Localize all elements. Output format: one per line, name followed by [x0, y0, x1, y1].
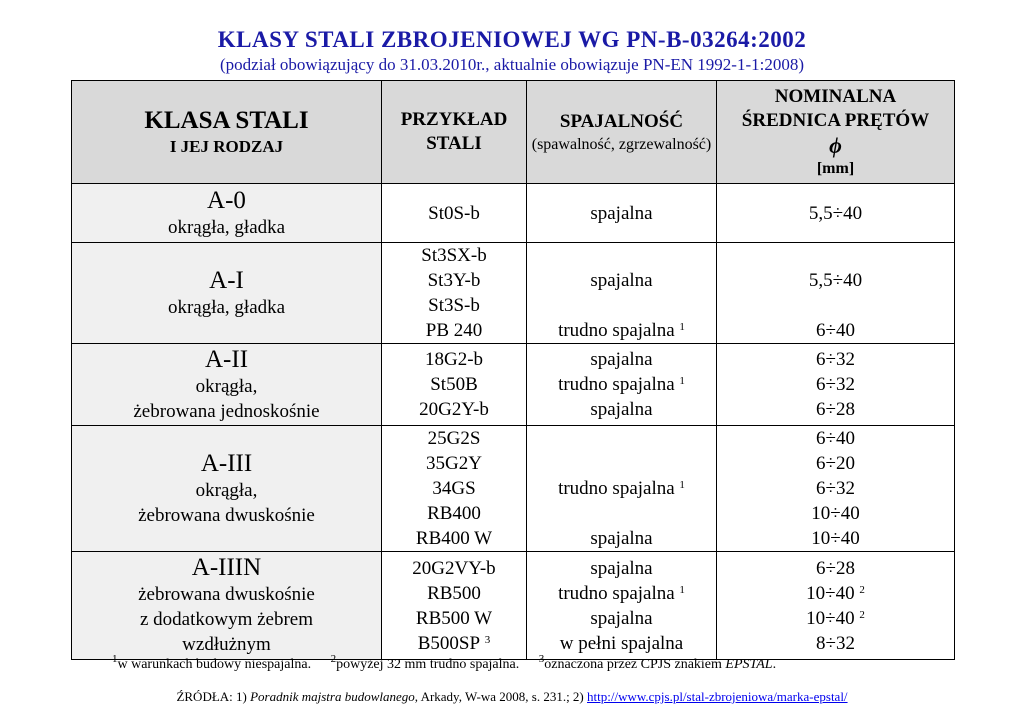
footnote-ref: 1	[679, 375, 685, 387]
example-steel-cell-line: St3S-b	[428, 295, 480, 316]
weldability-cell-line: spajalna	[590, 349, 653, 370]
diameter-cell	[717, 426, 955, 552]
footnote-ref: 1	[679, 479, 685, 491]
diameter-cell	[717, 243, 955, 344]
footnotes: $^1$w warunkach budowy niespajalna. $^2$powyżej 32 mm trudno spajalna. $^3$oznaczona przez CPJS znakiem EPSTAL.	[112, 653, 777, 672]
steel-class-description: okrągła, gładka	[167, 216, 286, 238]
footnote-ref: 2	[859, 583, 865, 596]
diameter-cell-line: 8÷32	[816, 632, 855, 654]
weldability-cell-line	[527, 243, 716, 268]
example-steel-cell	[382, 552, 527, 660]
footnote-ref: 3	[484, 633, 491, 646]
example-steel-cell-line: RB500	[427, 582, 481, 604]
sources-line: ŹRÓDŁA: 1) Poradnik majstra budowlanego, Arkady, W-wa 2008, s. 231.; 2) http://www.cpjs.pl/stal-zbrojeniowa/marka-epstal/	[176, 689, 848, 704]
steel-class-description: żebrowana dwuskośnie	[138, 504, 315, 526]
weldability-cell	[527, 243, 717, 344]
weldability-cell-line: spajalna	[590, 399, 653, 420]
diameter-cell-line: 6÷28	[816, 399, 855, 420]
weldability-cell-line: w pełni spajalna	[559, 632, 684, 654]
weldability-cell-line	[527, 451, 716, 476]
diameter-cell-line: 6÷28	[816, 557, 855, 579]
table-body	[72, 184, 955, 660]
diameter-cell-line: 5,5÷40	[808, 270, 863, 291]
steel-class-description: żebrowana dwuskośnie	[138, 584, 315, 605]
example-steel-cell	[382, 184, 527, 243]
weldability-cell-line: trudno spajalna $^1$	[558, 582, 685, 604]
steel-class-cell	[72, 243, 382, 344]
footnote-ref: 1	[679, 321, 685, 333]
weldability-cell-line: spajalna	[590, 557, 653, 579]
source-link[interactable]: http://www.cpjs.pl/stal-zbrojeniowa/marka-epstal/	[587, 689, 848, 704]
steel-class-name: A-II	[204, 345, 249, 373]
diameter-cell-line: 10÷40	[811, 503, 860, 524]
phi-symbol: ϕ	[829, 133, 842, 158]
example-steel-cell-line: RB400	[427, 503, 481, 524]
header-srednica: NOMINALNA ŚREDNICA PRĘTÓW ϕ [mm]	[717, 81, 955, 184]
diameter-cell-line: 10÷40	[811, 528, 860, 549]
example-steel-cell-line: 34GS	[432, 478, 476, 499]
weldability-cell	[527, 344, 717, 426]
page-title: KLASY STALI ZBROJENIOWEJ WG PN-B-03264:2002	[217, 27, 807, 52]
example-steel-cell-line: RB400 W	[415, 528, 493, 549]
example-steel-cell-line: St50B	[430, 374, 478, 395]
weldability-cell-line: trudno spajalna $^1$	[558, 478, 685, 499]
weldability-cell	[527, 184, 717, 243]
example-steel-cell	[382, 344, 527, 426]
steel-class-description: z dodatkowym żebrem	[139, 609, 314, 630]
weldability-cell-line: spajalna	[590, 607, 653, 629]
diameter-cell-line: 6÷40	[816, 428, 855, 449]
diameter-cell	[717, 552, 955, 660]
diameter-cell-line: 10÷40 $^2$	[806, 607, 865, 629]
example-steel-cell-line: PB 240	[425, 320, 483, 341]
weldability-cell-line: spajalna	[590, 202, 653, 224]
weldability-cell-line: trudno spajalna $^1$	[558, 374, 685, 395]
example-steel-cell-line: St3SX-b	[421, 245, 487, 266]
example-steel-cell	[382, 426, 527, 552]
table-row	[72, 243, 955, 344]
diameter-cell-line: 6÷32	[816, 349, 855, 370]
steel-class-name: A-IIIN	[191, 554, 262, 581]
steel-classes-table	[71, 80, 955, 660]
example-steel-cell-line: 25G2S	[427, 428, 481, 449]
footnote-ref: 2	[859, 608, 865, 621]
steel-class-description: okrągła,	[195, 479, 258, 501]
example-steel-cell-line: 18G2-b	[424, 349, 484, 370]
diameter-cell-line: 6÷40	[816, 320, 855, 341]
steel-class-name: A-III	[200, 449, 253, 477]
steel-class-cell	[72, 344, 382, 426]
book-title: Poradnik majstra budowlanego	[250, 689, 415, 704]
steel-class-description: okrągła,	[195, 375, 258, 397]
weldability-cell-line: spajalna	[590, 528, 653, 549]
weldability-cell-line	[527, 501, 716, 526]
diameter-cell	[717, 184, 955, 243]
weldability-cell	[527, 426, 717, 552]
header-spajalnosc: SPAJALNOŚĆ (spawalność, zgrzewalność)	[527, 81, 717, 184]
example-steel-cell-line: 20G2VY-b	[412, 557, 496, 579]
diameter-cell-line: 6÷32	[816, 478, 855, 499]
example-steel-cell-line: RB500 W	[415, 607, 493, 629]
header-klasa: KLASA STALI I JEJ RODZAJ	[72, 81, 382, 184]
footnote-ref: 1	[679, 583, 685, 596]
diameter-cell-line	[717, 243, 954, 268]
example-steel-cell	[382, 243, 527, 344]
steel-class-cell	[72, 426, 382, 552]
table-row	[72, 344, 955, 426]
example-steel-cell-line: St0S-b	[428, 202, 480, 224]
steel-class-cell	[72, 184, 382, 243]
steel-class-cell	[72, 552, 382, 660]
steel-class-description: okrągła, gładka	[167, 296, 286, 318]
diameter-cell	[717, 344, 955, 426]
diameter-cell-line: 6÷32	[816, 374, 855, 395]
steel-class-name: A-I	[209, 266, 244, 294]
steel-class-description: wzdłużnym	[182, 634, 271, 655]
steel-class-name: A-0	[207, 186, 246, 214]
page-subtitle: (podział obowiązujący do 31.03.2010r., aktualnie obowiązuje PN-EN 1992-1-1:2008)	[219, 55, 804, 74]
table-header-row	[72, 81, 955, 184]
table-row	[72, 426, 955, 552]
table-row	[72, 184, 955, 243]
weldability-cell-line	[527, 426, 716, 451]
header-przyklad: PRZYKŁAD STALI	[382, 81, 527, 184]
diameter-cell-line	[717, 293, 954, 318]
steel-class-description: żebrowana jednoskośnie	[133, 400, 320, 422]
weldability-cell-line	[527, 293, 716, 318]
diameter-cell-line: 6÷20	[816, 453, 855, 474]
diameter-cell-line: 10÷40 $^2$	[806, 582, 865, 604]
weldability-cell	[527, 552, 717, 660]
example-steel-cell-line: 35G2Y	[426, 453, 482, 474]
table-row	[72, 552, 955, 660]
example-steel-cell-line: B500SP $^3$	[417, 632, 491, 654]
weldability-cell-line: spajalna	[590, 270, 653, 291]
example-steel-cell-line: 20G2Y-b	[419, 399, 489, 420]
example-steel-cell-line: St3Y-b	[427, 270, 481, 291]
weldability-cell-line: trudno spajalna $^1$	[558, 320, 685, 341]
diameter-cell-line: 5,5÷40	[808, 202, 863, 224]
